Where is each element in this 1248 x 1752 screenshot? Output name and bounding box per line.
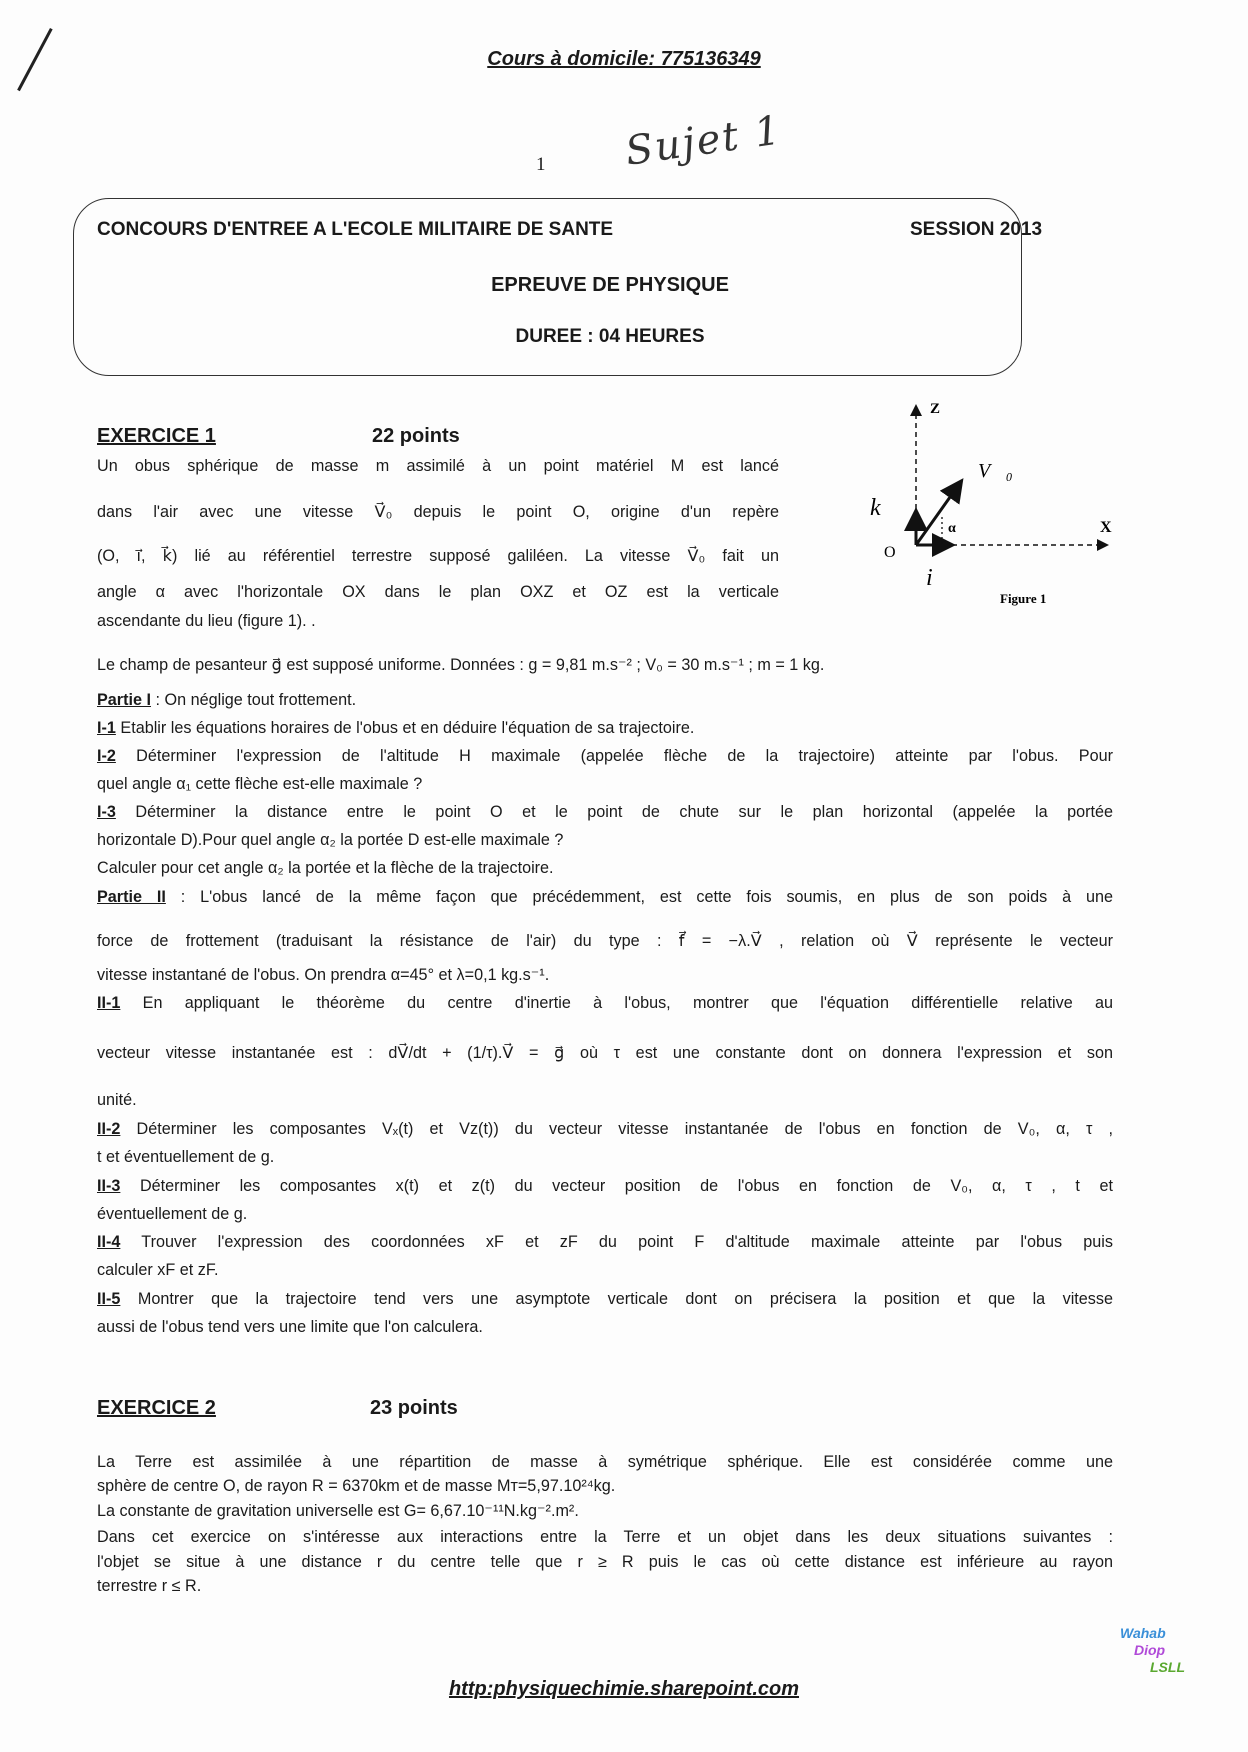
text-line: [97, 1203, 1113, 1225]
x-label: X: [1100, 519, 1112, 536]
text-line: [97, 1316, 1113, 1338]
question-label: II-2: [97, 1120, 121, 1138]
exercise1-title: EXERCICE 1: [97, 425, 216, 447]
alpha-label: α: [948, 521, 956, 536]
line-text: Un obus sphérique de masse m assimilé à un point matériel M est lancé: [97, 457, 779, 475]
text-line: [97, 930, 1113, 952]
text-line: [97, 857, 1113, 879]
text-line: [97, 455, 779, 477]
line-text: En appliquant le théorème du centre d'inertie à l'obus, montrer que l'équation différentielle relative au: [120, 994, 1113, 1012]
figure-1: [860, 395, 1120, 625]
line-text: Dans cet exercice on s'intéresse aux interactions entre la Terre et un objet dans les deux situations suivantes :: [97, 1528, 1113, 1546]
text-line: [97, 1175, 1113, 1197]
i-label: i⃗: [926, 565, 952, 591]
footer-link[interactable]: http:physiquechimie.sharepoint.com: [448, 1678, 800, 1700]
contact-header: Cours à domicile: 775136349: [487, 48, 761, 70]
k-label: k⃗: [870, 495, 900, 521]
question-label: I-2: [97, 747, 116, 765]
figure-caption: Figure 1: [1000, 591, 1047, 606]
line-text: Déterminer les composantes x(t) et z(t) du vecteur position de l'obus en fonction de V₀, α, τ , t et: [120, 1177, 1113, 1195]
line-text: l'objet se situe à une distance r du centre telle que r ≥ R puis le cas où cette distance est inférieure au rayon: [97, 1553, 1113, 1571]
line-text: Déterminer les composantes Vₓ(t) et Vz(t)) du vecteur vitesse instantanée de l'obus en fonction de V₀, α, τ ,: [120, 1120, 1113, 1138]
text-line: [97, 1551, 1113, 1573]
text-line: [97, 745, 1113, 767]
line-text: unité.: [97, 1091, 137, 1109]
subject-title: EPREUVE DE PHYSIQUE: [491, 274, 729, 296]
line-text: Montrer que la trajectoire tend vers une asymptote verticale dont on précisera la position et que la vitesse: [120, 1290, 1113, 1308]
line-text: calculer xF et zF.: [97, 1261, 219, 1279]
text-line: [97, 1089, 1113, 1111]
exercise2-points: 23 points: [370, 1397, 458, 1419]
text-line: [97, 1475, 1113, 1497]
line-text: éventuellement de g.: [97, 1205, 248, 1223]
line-text: horizontale D).Pour quel angle α₂ la portée D est-elle maximale ?: [97, 831, 564, 849]
line-text: Etablir les équations horaires de l'obus et en déduire l'équation de sa trajectoire.: [115, 719, 695, 737]
question-label: Partie II: [97, 888, 166, 906]
z-label: Z: [930, 401, 941, 417]
line-text: ascendante du lieu (figure 1). .: [97, 612, 316, 630]
text-line: [97, 1575, 1113, 1597]
line-text: terrestre r ≤ R.: [97, 1577, 202, 1595]
line-text: aussi de l'obus tend vers une limite que l'on calculera.: [97, 1318, 483, 1336]
text-line: [97, 992, 1113, 1014]
question-label: Partie I: [97, 691, 151, 709]
line-text: angle α avec l'horizontale OX dans le plan OXZ et OZ est la verticale: [97, 583, 779, 601]
text-line: [97, 1231, 1113, 1253]
question-label: II-4: [97, 1233, 121, 1251]
question-label: I-1: [97, 719, 116, 737]
text-line: [97, 773, 1113, 795]
question-label: I-3: [97, 803, 116, 821]
text-line: [97, 829, 1113, 851]
text-line: [97, 1500, 1113, 1522]
text-line: [97, 1451, 1113, 1473]
line-text: La constante de gravitation universelle est G= 6,67.10⁻¹¹N.kg⁻².m².: [97, 1502, 579, 1520]
line-text: dans l'air avec une vitesse V⃗₀ depuis le point O, origine d'un repère: [97, 503, 779, 521]
line-text: Déterminer l'expression de l'altitude H maximale (appelée flèche de la trajectoire) atteinte par l'obus. Pour: [115, 747, 1113, 765]
text-line: [97, 610, 779, 632]
page-number: 1: [536, 154, 546, 175]
text-line: [97, 501, 779, 523]
text-line: [97, 964, 1113, 986]
text-line: [97, 1118, 1113, 1140]
text-line: [97, 1288, 1113, 1310]
line-text: sphère de centre O, de rayon R = 6370km et de masse Mт=5,97.10²⁴kg.: [97, 1477, 616, 1495]
text-line: [97, 581, 779, 603]
line-text: quel angle α₁ cette flèche est-elle maximale ?: [97, 775, 423, 793]
logo: Wahab Diop LSLL: [1120, 1625, 1185, 1675]
question-label: II-5: [97, 1290, 121, 1308]
line-text: Calculer pour cet angle α₂ la portée et la flèche de la trajectoire.: [97, 859, 554, 877]
line-text: : On néglige tout frottement.: [151, 691, 357, 709]
duration: DUREE : 04 HEURES: [515, 326, 705, 347]
line-text: force de frottement (traduisant la résistance de l'air) du type : f⃗ = −λ.V⃗ , relation où V⃗ représente le vecteur: [97, 932, 1113, 950]
o-label: O: [884, 544, 896, 561]
text-line: [97, 545, 779, 567]
line-text: La Terre est assimilée à une répartition de masse à symétrique sphérique. Elle est considérée comme une: [97, 1453, 1113, 1471]
line-text: Trouver l'expression des coordonnées xF et zF du point F d'altitude maximale atteinte par l'obus puis: [120, 1233, 1113, 1251]
text-line: [97, 1526, 1113, 1548]
exercise1-points: 22 points: [372, 425, 460, 447]
text-line: [97, 801, 1113, 823]
question-label: II-1: [97, 994, 121, 1012]
text-line: [97, 1146, 1113, 1168]
session: SESSION 2013: [910, 219, 1043, 240]
text-line: [97, 689, 1113, 711]
line-text: vecteur vitesse instantanée est : dV⃗/dt + (1/τ).V⃗ = g⃗ où τ est une constante dont on donnera l'expression et son: [97, 1044, 1113, 1062]
text-line: [97, 1259, 1113, 1281]
text-line: [97, 717, 1113, 739]
exam-title: CONCOURS D'ENTREE A L'ECOLE MILITAIRE DE SANTE: [97, 219, 614, 240]
question-label: II-3: [97, 1177, 121, 1195]
line-text: t et éventuellement de g.: [97, 1148, 275, 1166]
line-text: vitesse instantané de l'obus. On prendra α=45° et λ=0,1 kg.s⁻¹.: [97, 966, 550, 984]
text-line: [97, 1042, 1113, 1064]
line-text: (O, i⃗, k⃗) lié au référentiel terrestre supposé galiléen. La vitesse V⃗₀ fait un: [97, 547, 779, 565]
text-line: [97, 886, 1113, 908]
line-text: Le champ de pesanteur g⃗ est supposé uniforme. Données : g = 9,81 m.s⁻² ; V₀ = 30 m.s⁻¹ ; m = 1 kg.: [97, 656, 825, 674]
text-line: [97, 654, 1113, 676]
exercise2-title: EXERCICE 2: [97, 1397, 216, 1419]
v0-label: V⃗₀: [978, 460, 1013, 482]
line-text: Déterminer la distance entre le point O et le point de chute sur le plan horizontal (appelée la portée: [115, 803, 1113, 821]
handwritten-note: Sujet 1: [622, 107, 785, 175]
line-text: : L'obus lancé de la même façon que précédemment, est cette fois soumis, en plus de son poids à une: [165, 888, 1113, 906]
